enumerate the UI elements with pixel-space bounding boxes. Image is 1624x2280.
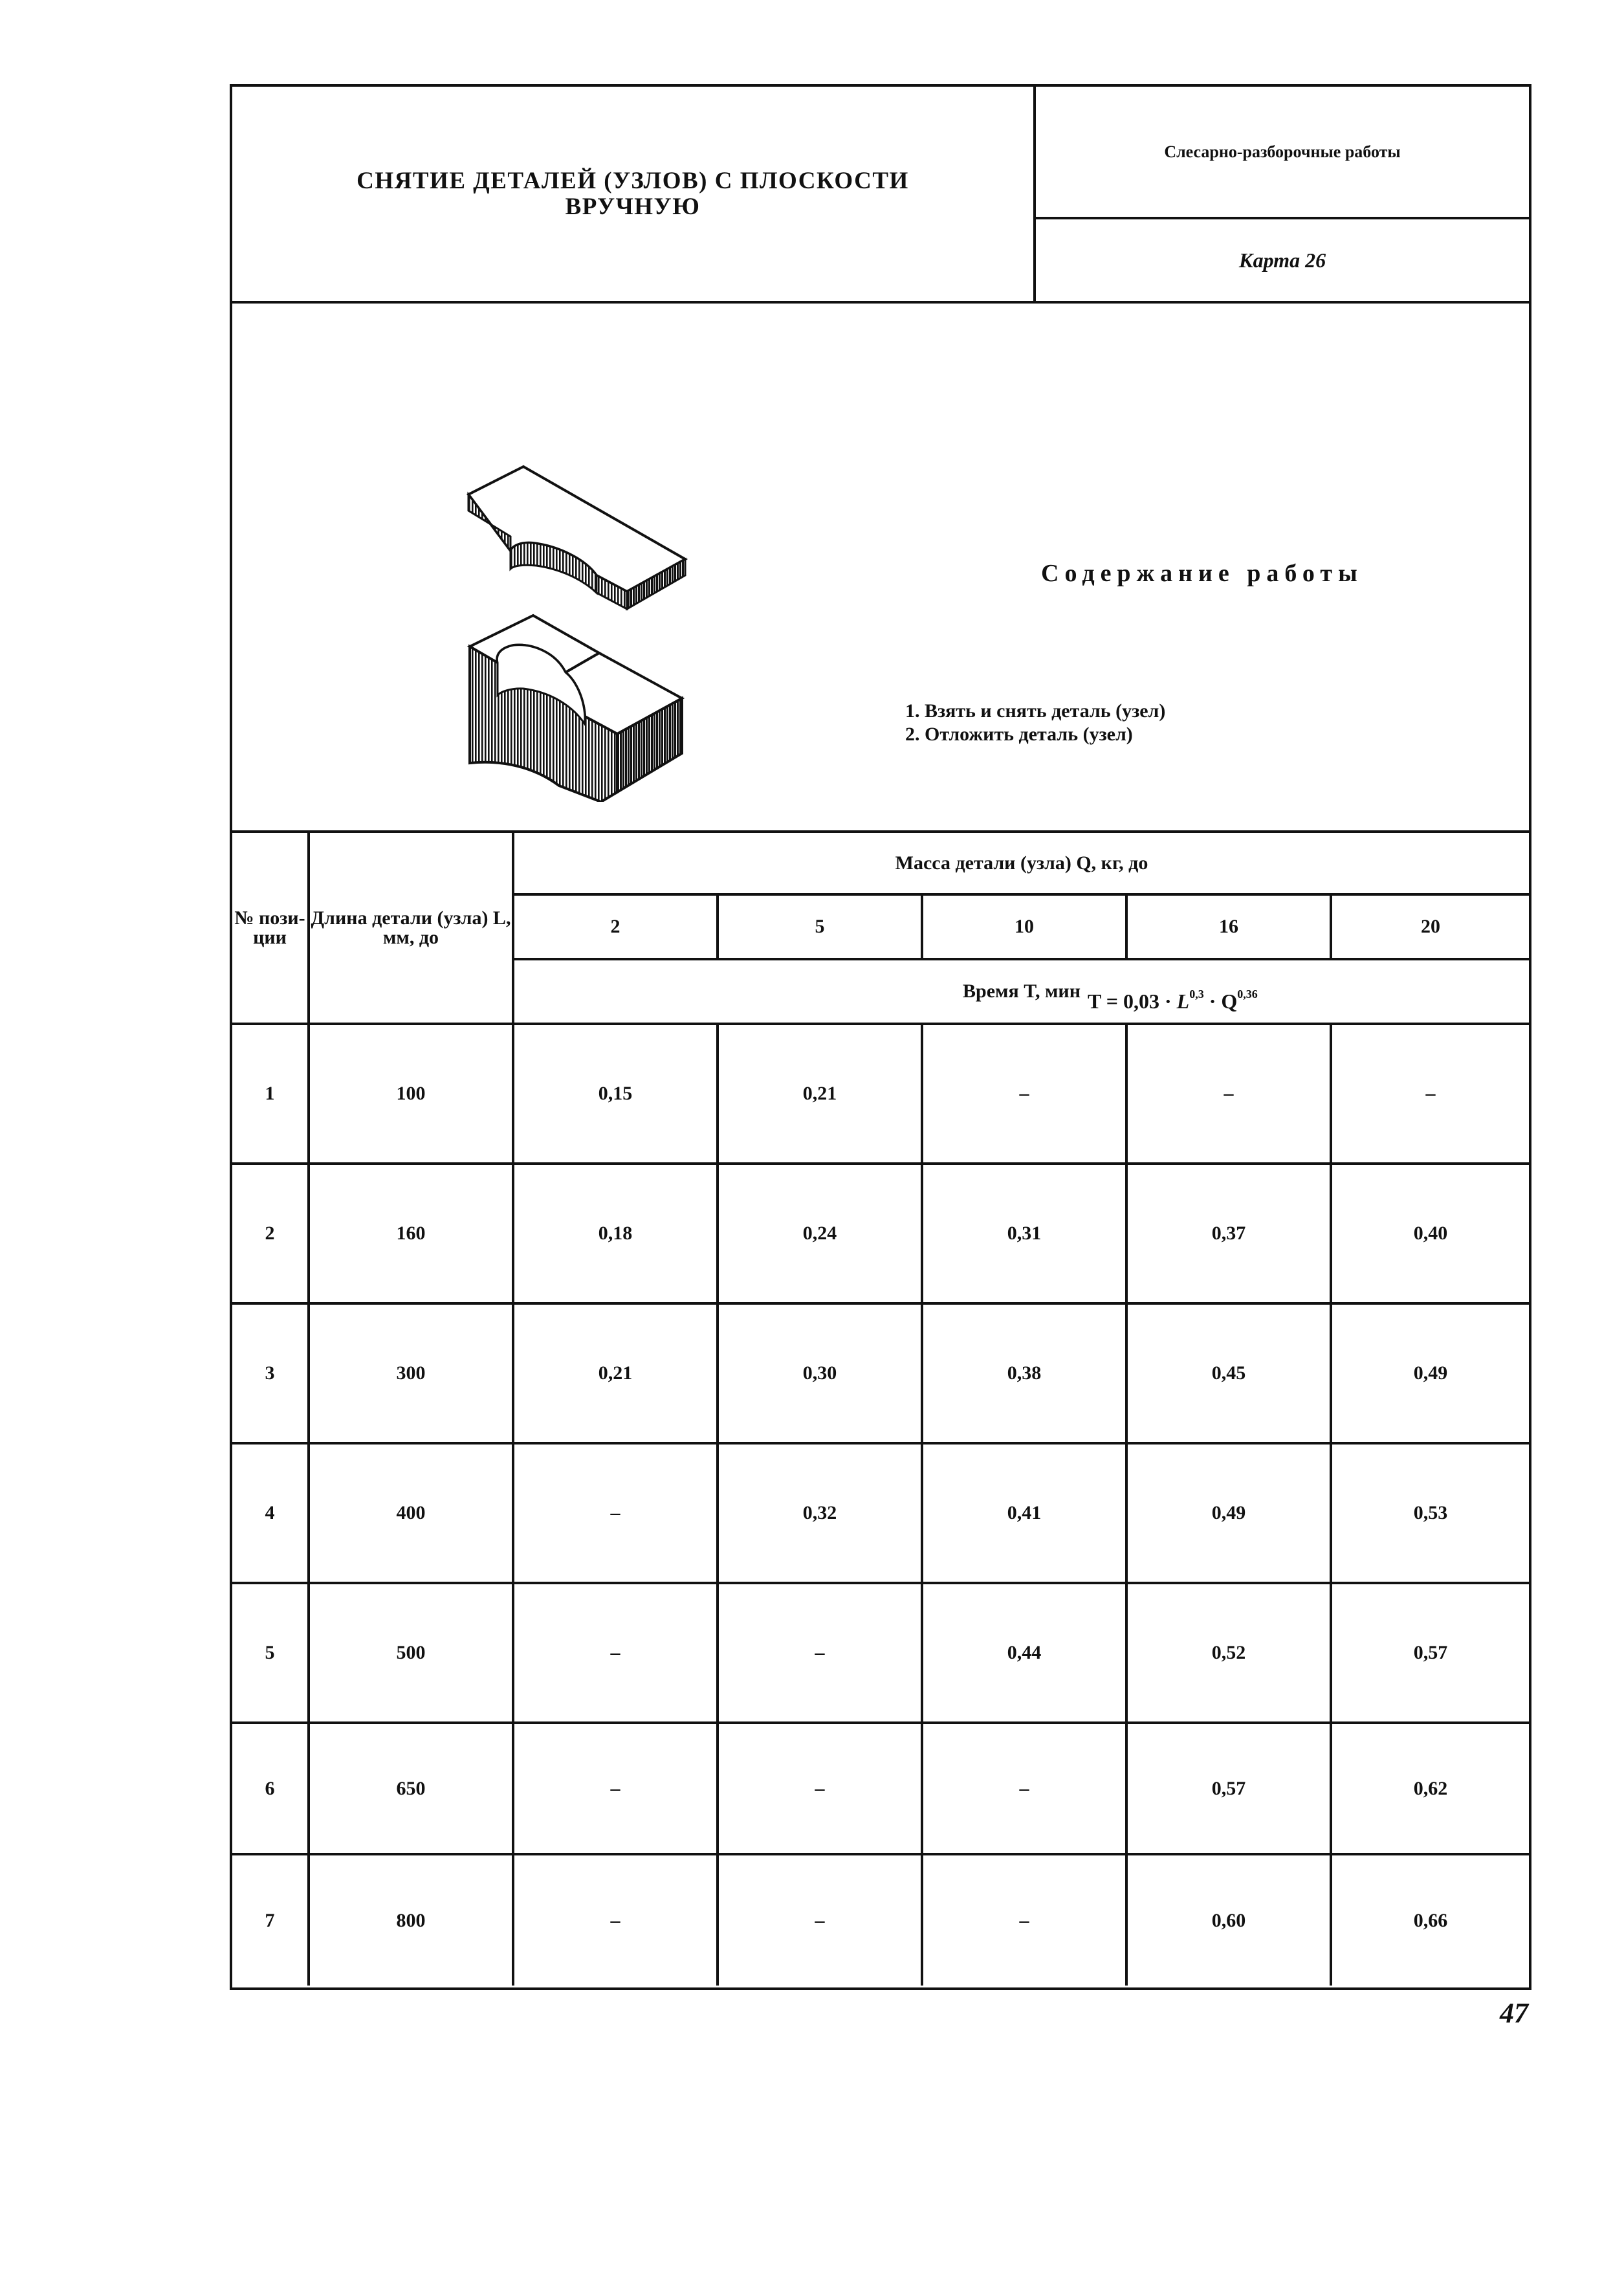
- time-value-cell: 0,52: [1126, 1583, 1331, 1723]
- header-mass: Масса детали (узла) Q, кг, до: [513, 832, 1529, 894]
- position-cell: 7: [232, 1854, 309, 1986]
- time-value-cell: 0,49: [1331, 1303, 1529, 1443]
- formula-L: L: [1176, 990, 1190, 1013]
- time-value-cell: 0,57: [1126, 1723, 1331, 1854]
- table-row: [232, 1024, 1529, 1164]
- time-value-cell: 0,44: [922, 1583, 1126, 1723]
- time-value-cell: –: [513, 1583, 718, 1723]
- time-value-cell: –: [513, 1854, 718, 1986]
- position-cell: 4: [232, 1443, 309, 1583]
- time-value-cell: 0,15: [513, 1024, 718, 1164]
- length-cell: 100: [309, 1024, 513, 1164]
- mass-value-cell: 10: [922, 894, 1126, 959]
- time-value-cell: –: [1126, 1024, 1331, 1164]
- time-value-cell: –: [718, 1854, 922, 1986]
- formula-prefix: T = 0,03 ·: [1088, 990, 1177, 1013]
- length-cell: 800: [309, 1854, 513, 1986]
- time-value-cell: 0,49: [1126, 1443, 1331, 1583]
- norms-table: [232, 830, 1529, 1986]
- document-frame: [230, 84, 1531, 1990]
- time-value-cell: 0,60: [1126, 1854, 1331, 1986]
- document-title: СНЯТИЕ ДЕТАЛЕЙ (УЗЛОВ) С ПЛОСКОСТИ ВРУЧНУЮ: [357, 167, 909, 220]
- time-value-cell: –: [922, 1024, 1126, 1164]
- position-cell: 6: [232, 1723, 309, 1854]
- time-value-cell: 0,40: [1331, 1164, 1529, 1303]
- work-category: Слесарно-разборочные работы: [1164, 142, 1401, 161]
- time-value-cell: –: [718, 1723, 922, 1854]
- time-value-cell: 0,38: [922, 1303, 1126, 1443]
- header-position: № пози-ции: [232, 832, 309, 1024]
- time-value-cell: 0,32: [718, 1443, 922, 1583]
- step-item: 2. Отложить деталь (узел): [905, 724, 1133, 745]
- header-category-cell: [1036, 87, 1529, 219]
- card-number: Карта 26: [1238, 248, 1326, 272]
- header-length: Длина детали (узла) L, мм, до: [309, 832, 513, 1024]
- step-item: 1. Взять и снять деталь (узел): [905, 700, 1166, 722]
- time-value-cell: –: [718, 1583, 922, 1723]
- table-row: [232, 1723, 1529, 1854]
- position-cell: 2: [232, 1164, 309, 1303]
- header-card-cell: [1036, 219, 1529, 304]
- length-cell: 650: [309, 1723, 513, 1854]
- time-value-cell: 0,66: [1331, 1854, 1529, 1986]
- header-time: Время T, мин: [513, 959, 1529, 1024]
- position-cell: 1: [232, 1024, 309, 1164]
- time-value-cell: 0,62: [1331, 1723, 1529, 1854]
- position-cell: 3: [232, 1303, 309, 1443]
- length-cell: 500: [309, 1583, 513, 1723]
- time-value-cell: 0,53: [1331, 1443, 1529, 1583]
- length-cell: 400: [309, 1443, 513, 1583]
- time-value-cell: –: [513, 1723, 718, 1854]
- length-cell: 160: [309, 1164, 513, 1303]
- time-value-cell: 0,57: [1331, 1583, 1529, 1723]
- table-row: [232, 1303, 1529, 1443]
- steps-list: [905, 700, 1165, 746]
- section-title: Содержание работы: [1041, 560, 1363, 587]
- part-illustration: [462, 439, 695, 802]
- time-value-cell: 0,21: [513, 1303, 718, 1443]
- mass-value-cell: 20: [1331, 894, 1529, 959]
- length-cell: 300: [309, 1303, 513, 1443]
- formula-L-exponent: 0,3: [1189, 988, 1204, 1001]
- time-value-cell: 0,31: [922, 1164, 1126, 1303]
- time-value-cell: 0,45: [1126, 1303, 1331, 1443]
- time-value-cell: 0,24: [718, 1164, 922, 1303]
- time-value-cell: –: [922, 1723, 1126, 1854]
- table-row: [232, 1583, 1529, 1723]
- header-title-cell: [232, 87, 1036, 304]
- table-row: [232, 1443, 1529, 1583]
- time-value-cell: 0,21: [718, 1024, 922, 1164]
- table-body: [232, 1024, 1529, 1986]
- table-row: [232, 1854, 1529, 1986]
- mass-value-cell: 2: [513, 894, 718, 959]
- time-value-cell: 0,37: [1126, 1164, 1331, 1303]
- page-number: 47: [1500, 1997, 1528, 2029]
- time-value-cell: 0,18: [513, 1164, 718, 1303]
- time-value-cell: –: [1331, 1024, 1529, 1164]
- time-value-cell: –: [513, 1443, 718, 1583]
- formula-Q-exponent: 0,36: [1237, 988, 1258, 1001]
- time-value-cell: 0,41: [922, 1443, 1126, 1583]
- time-value-cell: 0,30: [718, 1303, 922, 1443]
- table-row: [232, 1164, 1529, 1303]
- mass-value-cell: 5: [718, 894, 922, 959]
- time-value-cell: –: [922, 1854, 1126, 1986]
- formula-mid: · Q: [1203, 990, 1238, 1013]
- mass-value-cell: 16: [1126, 894, 1331, 959]
- position-cell: 5: [232, 1583, 309, 1723]
